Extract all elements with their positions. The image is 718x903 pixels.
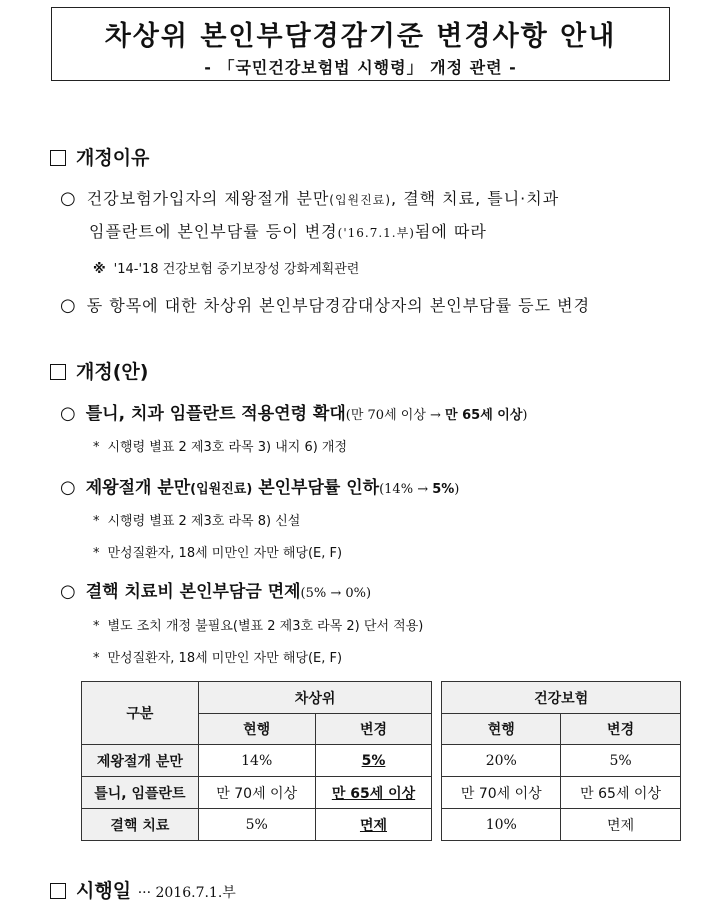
reference-mark-icon: ※ <box>93 262 106 277</box>
group-header-insurance: 건강보험 <box>442 682 681 714</box>
section-reason-title: 개정이유 <box>76 147 150 169</box>
cell: 20% <box>442 745 561 777</box>
col-header-changed: 변경 <box>561 714 681 745</box>
effective-date: ··· 2016.7.1.부 <box>137 885 236 901</box>
group-header-chasangwi: 차상위 <box>198 682 432 714</box>
reason-line-1: ○ 건강보험가입자의 제왕절개 분만(입원진료), 결핵 치료, 틀니·치과 <box>60 188 560 209</box>
circle-bullet-icon: ○ <box>60 403 76 424</box>
circle-bullet-icon: ○ <box>60 477 76 498</box>
asterisk-icon: * <box>93 440 100 455</box>
section-proposal-title: 개정(안) <box>76 361 149 383</box>
asterisk-icon: * <box>93 651 100 666</box>
col-header-changed: 변경 <box>315 714 432 745</box>
section-reason <box>50 143 149 170</box>
proposal-item-2-sub-2: * 만성질환자, 18세 미만인 자만 해당(E, F) <box>93 546 343 561</box>
cell: 만 70세 이상 <box>442 777 561 809</box>
page-subtitle: - 「국민건강보험법 시행령」 개정 관련 - <box>204 58 517 77</box>
cell: 만 65세 이상 <box>315 777 432 809</box>
cell: 면제 <box>315 809 432 841</box>
checkbox-square-icon <box>50 150 66 166</box>
row-label: 틀니, 임플란트 <box>82 777 199 809</box>
reason-line-3: ○ 동 항목에 대한 차상위 본인부담경감대상자의 본인부담률 등도 변경 <box>60 295 591 316</box>
asterisk-icon: * <box>93 619 100 634</box>
cell: 만 70세 이상 <box>198 777 315 809</box>
cell: 5% <box>561 745 681 777</box>
col-header-gubun: 구분 <box>82 682 199 745</box>
proposal-item-3: ○ 결핵 치료비 본인부담금 면제(5% → 0%) <box>60 581 372 602</box>
comparison-table <box>81 681 681 841</box>
row-label: 제왕절개 분만 <box>82 745 199 777</box>
table-row <box>82 745 681 777</box>
row-label: 결핵 치료 <box>82 809 199 841</box>
circle-bullet-icon: ○ <box>60 295 77 316</box>
title-box <box>51 7 670 81</box>
cell: 면제 <box>561 809 681 841</box>
page-title: 차상위 본인부담경감기준 변경사항 안내 <box>104 21 617 52</box>
proposal-item-1: ○ 틀니, 치과 임플란트 적용연령 확대(만 70세 이상 → 만 65세 이상) <box>60 403 528 424</box>
section-proposal <box>50 357 148 384</box>
col-header-current: 현행 <box>198 714 315 745</box>
table-gap <box>432 682 442 841</box>
asterisk-icon: * <box>93 514 100 529</box>
cell: 14% <box>198 745 315 777</box>
proposal-item-3-sub-1: * 별도 조치 개정 불필요(별표 2 제3호 라목 2) 단서 적용) <box>93 619 424 634</box>
checkbox-square-icon <box>50 883 66 899</box>
circle-bullet-icon: ○ <box>60 581 76 602</box>
cell: 만 65세 이상 <box>561 777 681 809</box>
proposal-item-1-sub: * 시행령 별표 2 제3호 라목 3) 내지 6) 개정 <box>93 440 348 455</box>
checkbox-square-icon <box>50 364 66 380</box>
asterisk-icon: * <box>93 546 100 561</box>
reason-line-2: 임플란트에 본인부담률 등이 변경('16.7.1.부)됨에 따라 <box>89 222 487 241</box>
proposal-item-3-sub-2: * 만성질환자, 18세 미만인 자만 해당(E, F) <box>93 651 343 666</box>
proposal-item-2-sub-1: * 시행령 별표 2 제3호 라목 8) 신설 <box>93 514 301 529</box>
proposal-item-2: ○ 제왕절개 분만(입원진료) 본인부담률 인하(14% → 5%) <box>60 477 460 498</box>
cell: 5% <box>198 809 315 841</box>
cell: 5% <box>315 745 432 777</box>
col-header-current: 현행 <box>442 714 561 745</box>
section-effective-title: 시행일 <box>76 880 132 902</box>
section-effective <box>50 876 236 903</box>
circle-bullet-icon: ○ <box>60 188 77 209</box>
table-row <box>82 777 681 809</box>
reason-note: ※ '14-'18 건강보험 중기보장성 강화계획관련 <box>93 262 360 277</box>
cell: 10% <box>442 809 561 841</box>
table-row <box>82 809 681 841</box>
